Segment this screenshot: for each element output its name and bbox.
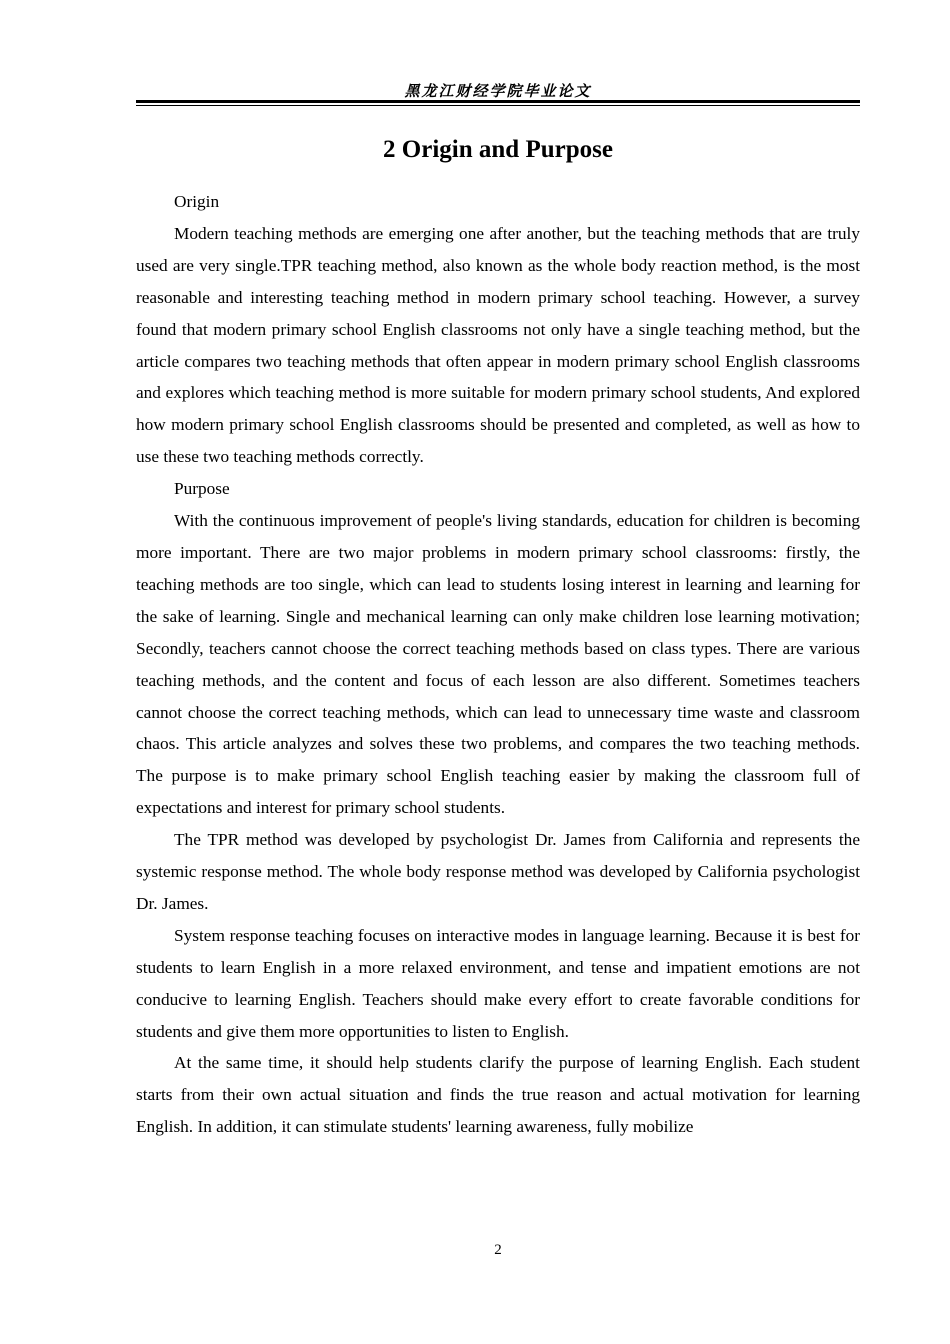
paragraph: System response teaching focuses on interactive modes in language learning. Because it is best for students to learn English in a more relaxed environment, and tense and impatient emotions are not conducive to learning English. Teachers should make every effort to create favorable conditions for students and give them more opportunities to listen to English. (136, 925, 860, 1041)
running-header: 黑龙江财经学院毕业论文 (404, 82, 592, 100)
section-title: 2 Origin and Purpose (383, 136, 613, 163)
paragraph: With the continuous improvement of people's living standards, education for children is becoming more important. There are two major problems in modern primary school classrooms: firstly, the teaching methods are too single, which can lead to students losing interest in learning and learning for the sake of learning. Single and mechanical learning can only make children lose learning motivation; Secondly, teachers cannot choose the correct teaching methods based on class types. There are various teaching methods, and the content and focus of each lesson are also different. Sometimes teachers cannot choose the correct teaching methods, which can lead to unnecessary time waste and classroom chaos. This article analyzes and solves these two problems, and compares the two teaching methods. The purpose is to make primary school English teaching easier by making the classroom full of expectations and interest for primary school students. (136, 511, 860, 818)
subheading-origin: Origin (174, 192, 220, 211)
paragraph: Modern teaching methods are emerging one after another, but the teaching methods that are truly used are very single.TPR teaching method, also known as the whole body reaction method, is the most reasonable and interesting teaching method in modern primary school teaching. However, a survey found that modern primary school English classrooms not only have a single teaching method, but the article compares two teaching methods that often appear in modern primary school English classrooms and explores which teaching method is more suitable for modern primary school students, And explored how modern primary school English classrooms should be presented and completed, as well as how to use these two teaching methods correctly. (136, 223, 860, 467)
paragraph: At the same time, it should help students clarify the purpose of learning English. Each student starts from their own actual situation and finds the true reason and actual motivation for learning English. In addition, it can stimulate students' learning awareness, fully mobilize (136, 1053, 860, 1137)
header-rule-thick (136, 100, 860, 103)
subheading-purpose: Purpose (174, 479, 230, 499)
header-rule-thin (136, 105, 860, 106)
body-text (136, 186, 860, 1143)
paragraph: The TPR method was developed by psychologist Dr. James from California and represents the systemic response method. The whole body response method was developed by California psychologist Dr. James. (136, 830, 860, 913)
page-number: 2 (494, 1242, 502, 1258)
